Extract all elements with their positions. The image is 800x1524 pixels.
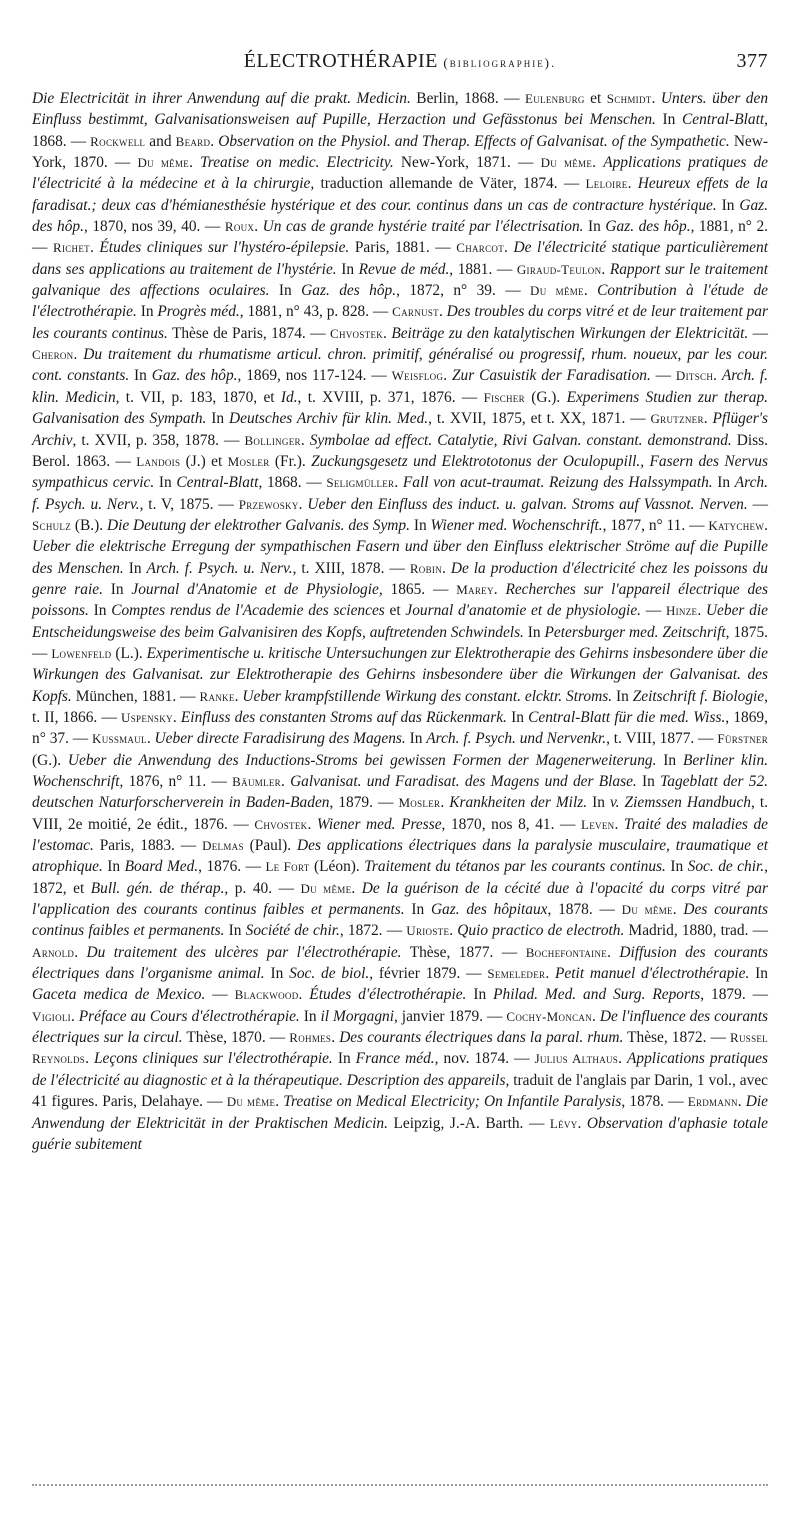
citation-title: Treatise on Medical Electricity; On Infantile Paralysis — [283, 1093, 622, 1111]
citation-title: De l'électricité statique particulièrement dans ses applications au traitement de l'hystérie. — [32, 239, 768, 278]
citation-text: In — [665, 858, 688, 876]
citation-text: Leipzig, J.-A. Barth. — — [387, 1114, 550, 1132]
citation-text: In — [716, 196, 740, 214]
citation-text: . — [697, 602, 706, 620]
citation-text: . — [210, 132, 219, 150]
citation-text: Thèse, 1872. — — [623, 1029, 730, 1047]
citation-title: Études d'électrothérapie. — [309, 986, 467, 1004]
citation-text: . — [300, 431, 310, 449]
citation-title: Traité des maladies de l'estomac. — [32, 815, 768, 855]
citation-title: Rapport sur le traitement galvanique des affections oculaires. — [32, 260, 768, 300]
book-page — [32, 50, 768, 1155]
author-name: Hinze — [665, 603, 698, 619]
author-name: Beard — [175, 133, 211, 149]
citation-title: Leçons cliniques sur l'électrothérapie. — [93, 1050, 333, 1068]
citation-text: , t. VIII, 2e moitié, 2e édit., 1876. — — [32, 794, 768, 833]
citation-text: — — [748, 324, 769, 342]
citation-title: Journal d'anatomie et de physiologie. — [405, 602, 642, 620]
citation-title: Petersburger med. Zeitschrift — [544, 623, 726, 641]
citation-text: , 1868. — — [258, 474, 327, 492]
citation-text: Thèse, 1870. — — [182, 1029, 290, 1047]
citation-title: Revue de méd. — [358, 260, 450, 278]
citation-title: Beiträge zu den katalytischen Wirkungen der Elektricität. — [391, 324, 749, 342]
citation-title: Experimentische u. kritische Untersuchungen zur Elektrotherapie des Gehirns insbesondere über die Wirkungen des Galvanisat. zur Elektrotherapie des Gehirns insbesondere über die Wirkungen der Galvanisat. des Kopfs. — [32, 644, 769, 705]
author-name: Lévy — [549, 1115, 578, 1131]
citation-title: Arch. f. Psych. u. Nerv. — [146, 559, 293, 577]
author-name: Landois — [136, 453, 181, 469]
citation-text: (L.). — [111, 644, 147, 662]
citation-text: , t. II, 1866. — — [32, 687, 768, 726]
citation-text: Thèse, 1877. — — [401, 943, 526, 961]
citation-text: . — [146, 730, 155, 748]
citation-text: — — [641, 602, 666, 620]
author-name: Chvostek — [329, 325, 384, 341]
citation-title: Progrès méd. — [157, 303, 240, 321]
citation-text: . — [601, 260, 610, 278]
author-name: Bollinger — [244, 432, 301, 448]
citation-title: Central-Blatt — [176, 474, 259, 492]
citation-text: Paris, 1883. — — [93, 837, 203, 855]
author-name: Erdmann — [687, 1094, 738, 1110]
citation-text: . — [672, 901, 684, 919]
citation-title: Ueber krampfstillende Wirkung des constant. elcktr. Stroms. — [242, 687, 613, 705]
citation-text: , t. XVII, 1875, et t. XX, 1871. — — [428, 410, 651, 428]
citation-title: Contribution à l'étude de l'électrothérapie. — [32, 282, 768, 321]
citation-title: Einfluss des constanten Stroms auf das Rückenmark. — [180, 708, 507, 726]
citation-title: Wiener med. Presse — [316, 815, 442, 833]
author-name: Marey — [456, 581, 494, 597]
citation-text: (G.). — [524, 388, 567, 406]
citation-title: Des troubles du corps vitré et de leur traitement par les courants continus. — [32, 303, 768, 342]
citation-text: . — [592, 1007, 600, 1025]
author-name: Fürstner — [717, 731, 769, 747]
citation-text: . — [70, 1007, 79, 1025]
author-name: Richet — [52, 240, 90, 256]
citation-title: Observation on the Physiol. and Therap. Effects of Galvanisat. of the Sympathetic. — [218, 132, 730, 150]
citation-text: . — [442, 559, 451, 577]
author-name: Du même — [621, 902, 673, 918]
citation-title: Traitement du tétanos par les courants continus. — [364, 858, 666, 876]
citation-text: New-York, 1870. — — [32, 132, 769, 172]
citation-title: v. Ziemssen Handbuch — [609, 794, 751, 812]
citation-text: (Fr.). — [269, 452, 312, 470]
citation-text: . — [545, 965, 556, 983]
citation-text: (J.) et — [180, 452, 228, 470]
author-name: Bochefontaine — [525, 944, 608, 960]
citation-text: . — [298, 986, 310, 1004]
citation-text: In — [404, 901, 431, 919]
citation-text: . — [737, 1093, 746, 1111]
citation-title: France méd. — [355, 1050, 435, 1068]
author-name: Grutzner — [650, 411, 704, 427]
citation-text: . — [764, 516, 768, 534]
citation-text: , 1881, n° 43, p. 828. — — [239, 303, 393, 321]
citation-title: Central-Blatt — [682, 111, 765, 129]
citation-text: , t. XIII, 1878. — — [292, 559, 410, 577]
citation-text: — — [650, 367, 676, 385]
author-name: Kussmaul — [92, 731, 147, 747]
citation-text: . — [504, 239, 514, 257]
author-name: Rohmes — [289, 1030, 332, 1046]
citation-title: Quio practico de electroth. — [457, 922, 625, 940]
author-name: Ditsch — [675, 368, 714, 384]
citation-text: In — [136, 303, 158, 321]
citation-text: . — [703, 410, 713, 428]
author-name: Cochy-Moncan — [506, 1008, 593, 1024]
citation-title: Applications pratiques de l'électricité au diagnostic et à la thérapeutique. Description des appareils, — [32, 1050, 768, 1089]
citation-title: Arch. f. Psych. u. Nerv. — [32, 474, 768, 513]
citation-title: Central-Blatt für die med. Wiss. — [528, 708, 726, 726]
author-name: Julius Althaus — [534, 1051, 619, 1067]
author-name: Bäumler — [232, 774, 281, 789]
citation-text: , 1878. — — [547, 901, 622, 919]
citation-title: Id. — [280, 388, 298, 406]
citation-text: In — [88, 602, 112, 620]
citation-text: . — [583, 282, 598, 300]
author-name: Robin — [409, 560, 442, 576]
citation-title: Des courants continus faibles et permanents. — [32, 901, 768, 940]
running-head — [32, 50, 768, 74]
author-name: Delmas — [202, 838, 244, 854]
citation-title: Préface au Cours d'électrothérapie. — [78, 1007, 300, 1025]
citation-text: In — [523, 623, 545, 641]
citation-text: , t. XVII, p. 358, 1878. — — [72, 431, 245, 449]
citation-title: Diffusion des courants électriques dans l'organisme animal. — [32, 943, 768, 983]
citation-text: , 1881. — — [449, 260, 517, 278]
author-name: Giraud-Teulon — [516, 261, 602, 277]
citation-text: . — [651, 90, 661, 107]
citation-text: — — [205, 986, 235, 1004]
citation-title: Des applications électriques dans la paralysie musculaire, traumatique et atrophique. — [32, 837, 768, 876]
citation-text: . — [577, 1114, 587, 1132]
citation-title: Krankheiten der Milz. — [449, 794, 588, 812]
author-name: Carnust — [392, 304, 439, 320]
citation-text: In — [224, 922, 246, 940]
citation-text: In — [206, 410, 230, 428]
citation-text: , 1876, n° 11. — — [119, 773, 233, 790]
citation-title: Journal d'Anatomie et de Physiologie — [131, 580, 379, 598]
author-name: Du même — [530, 283, 584, 299]
citation-text: In — [154, 474, 177, 492]
citation-text: (Léon). — [309, 858, 365, 876]
citation-title: Board Med. — [124, 858, 199, 876]
citation-title: Bull. gén. de thérap. — [90, 879, 225, 897]
citation-title: Gaz. des hôpitaux — [430, 901, 548, 919]
citation-title: Gaz. des hôp. — [605, 218, 691, 236]
citation-title: Études cliniques sur l'hystéro-épilepsie. — [99, 239, 350, 257]
author-name: Russel Reynolds — [32, 1030, 768, 1067]
citation-title: De l'influence des courants électriques sur la circul. — [32, 1007, 768, 1047]
author-name: Seligmüller — [326, 475, 395, 491]
citation-text: , 1870, nos 8, 41. — — [441, 815, 582, 833]
citation-text: . — [85, 1050, 94, 1068]
bibliography-paragraph — [32, 88, 768, 1155]
author-name: Fischer — [483, 389, 525, 405]
citation-text: In — [409, 516, 431, 534]
citation-title: Treatise on medic. Electricity. — [200, 154, 394, 172]
citation-text: In — [612, 687, 633, 705]
citation-text: . — [298, 495, 308, 513]
citation-text: . — [627, 175, 638, 193]
author-name: Przewosky — [238, 496, 299, 512]
chapter-subtitle: (bibliographie). — [443, 55, 557, 70]
author-name: Mosler — [398, 795, 441, 811]
footer-dotted-rule — [32, 1484, 768, 1486]
citation-text: , 1872, n° 39. — — [396, 282, 531, 300]
author-name: Du même — [540, 155, 593, 171]
author-name: Weisflog — [391, 368, 444, 384]
citation-title: De la guérison de la cécité due à l'opacité du corps vitré par l'application des courants continus faibles et permanents. — [32, 879, 768, 919]
author-name: Urioste — [406, 923, 450, 939]
citation-text: . — [307, 815, 317, 833]
citation-title: Zeitschrift f. Biologie — [632, 687, 765, 705]
citation-text: , 1878. — — [621, 1093, 688, 1111]
citation-text: . — [254, 218, 263, 236]
author-name: Du même — [300, 880, 352, 896]
citation-text: In — [749, 965, 768, 983]
citation-text: , 1881, n° 2. — — [32, 218, 769, 257]
citation-title: Deutsches Archiv für klin. Med. — [229, 410, 429, 428]
citation-title: Ueber die elektrische Erregung der sympathischen Fasern und über den Einfluss elektrischer Ströme auf die Pupille des Menschen. — [32, 538, 768, 577]
citation-text: , 1869, nos 117-124. — — [237, 367, 392, 385]
author-name: Rockwell — [90, 133, 146, 149]
author-name: Arnold — [32, 944, 75, 960]
citation-text: In — [506, 708, 529, 726]
page-number: 377 — [736, 50, 768, 72]
citation-title: Die Deutung der elektrother Galvanis. des Symp. — [106, 516, 410, 534]
citation-text: . — [438, 303, 447, 321]
citation-text: In — [336, 260, 359, 278]
citation-text: In — [405, 730, 427, 748]
citation-text: (G.). — [32, 751, 68, 769]
citation-text: Thèse de Paris, 1874. — — [167, 324, 330, 342]
citation-text: . — [74, 943, 87, 961]
citation-title: Comptes rendus de l'Academie des sciences — [111, 602, 385, 620]
author-name: Ranke — [199, 688, 235, 704]
author-name: Semeleder — [487, 966, 546, 982]
citation-title: Zur Casuistik der Faradisation. — [451, 367, 651, 385]
citation-text: , 1877, n° 11. — — [602, 516, 709, 534]
citation-title: Unters. über den Einfluss bestimmt, Galvanisationsweisen auf Pupille, Herzaction und Gefässtonus bei Menschen. — [32, 90, 769, 129]
citation-text: München, 1881. — — [71, 687, 200, 705]
citation-text: . — [89, 239, 100, 257]
citation-text: , nov. 1874. — — [434, 1050, 535, 1068]
citation-text: In — [655, 111, 683, 129]
citation-title: Ueber die Entscheidungsweise des beim Galvanisiren des Kopfs, auftretenden Schwindels. — [32, 602, 768, 641]
citation-text: , t. XVIII, p. 371, 1876. — — [297, 388, 484, 406]
running-title — [32, 50, 768, 73]
citation-text: Berlin, 1868. — — [410, 90, 526, 107]
citation-text: Diss. Berol. 1863. — — [32, 431, 768, 470]
citation-text: In — [636, 773, 661, 790]
citation-title: Gaz. des hôp. — [301, 282, 397, 300]
citation-text: . — [607, 943, 620, 961]
citation-text: In — [466, 986, 494, 1004]
citation-text: , 1879. — — [700, 986, 768, 1004]
citation-text: . — [275, 1093, 284, 1111]
citation-text: . — [713, 367, 722, 385]
author-name: Du même — [137, 155, 190, 171]
citation-title: De la production d'électricité chez les poissons du genre raie. — [32, 559, 768, 598]
citation-title: Un cas de grande hystérie traité par l'électrisation. — [262, 218, 584, 236]
citation-title: Die Electricität in ihrer Anwendung auf die prakt. Medicin. — [32, 90, 411, 107]
citation-text: , 1870, nos 39, 40. — — [83, 218, 225, 236]
author-name: Schulz — [32, 517, 72, 533]
author-name: Eulenburg — [525, 91, 585, 106]
citation-text: , 1868. — — [32, 111, 768, 150]
citation-text: , 1872, et — [32, 858, 768, 897]
citation-text: Madrid, 1880, trad. — — [624, 922, 768, 940]
citation-title: Arch. f. Psych. und Nervenkr. — [426, 730, 607, 748]
citation-title: Experimens Studien zur therap. Galvanisation des Sympath. — [32, 388, 768, 428]
citation-text: traduit de l'anglais par Darin, 1 vol., avec 41 figures. Paris, Delahaye. — — [32, 1071, 768, 1111]
citation-text: (B.). — [71, 516, 107, 534]
chapter-title: ÉLECTROTHÉRAPIE — [243, 50, 438, 72]
citation-text: traduction allemande de Väter, 1874. — — [314, 175, 586, 193]
citation-text: et — [384, 602, 406, 620]
citation-title: Zuckungsgesetz und Elektrototonus der Oculopupill., Fasern des Nervus sympathicus cervic. — [32, 452, 768, 492]
citation-text: , t. VII, p. 183, 1870, et — [115, 388, 281, 406]
citation-title: Ueber den Einfluss des induct. u. galvan. Stroms auf Vassnot. Nerven. — [307, 495, 748, 513]
citation-text: . — [493, 580, 506, 598]
citation-title: Philad. Med. and Surg. Reports — [493, 986, 701, 1004]
citation-text: In — [123, 559, 147, 577]
author-name: Leloire — [585, 176, 628, 192]
citation-text: . — [73, 346, 84, 364]
citation-text: . — [383, 324, 392, 342]
citation-text: , février 1879. — — [369, 965, 488, 983]
citation-text: , 1875. — — [32, 623, 768, 662]
citation-title: Société de chir. — [245, 922, 340, 940]
citation-text: , 1879. — — [329, 794, 399, 812]
author-name: Uspensky — [121, 709, 173, 725]
citation-title: Applications pratiques de l'électricité à la médecine et à la chirurgie, — [32, 154, 769, 193]
citation-text: . — [440, 794, 450, 812]
citation-title: Du traitement du rhumatisme articul. chron. primitif, généralisé ou progressif, rhum. noueux, par les cour. cont. constants. — [32, 346, 768, 385]
citation-text: New-York, 1871. — — [393, 154, 541, 172]
citation-text: In — [583, 218, 606, 236]
citation-text: — — [747, 495, 768, 513]
citation-text: In — [299, 1007, 321, 1025]
citation-text: . — [443, 367, 452, 385]
author-name: Vigioli — [32, 1008, 71, 1024]
author-name: Leven — [581, 816, 615, 832]
citation-text: In — [712, 474, 735, 492]
citation-title: Ueber die Anwendung des Inductions-Stroms bei gewissen Formen der Magenerweiterung. — [67, 751, 657, 769]
citation-text: . — [280, 773, 291, 790]
citation-text: , 1876. — — [198, 858, 266, 876]
citation-text: , t. VIII, 1877. — — [606, 730, 718, 748]
citation-title: Gaceta medica de Mexico. — [32, 986, 206, 1004]
citation-text: . — [614, 815, 624, 833]
citation-title: Berliner klin. Wochenschrift — [32, 751, 768, 790]
author-name: Schmidt — [606, 91, 652, 106]
citation-title: Recherches sur l'appareil électrique des poissons. — [32, 580, 768, 620]
citation-title: Symbolae ad effect. Catalytie, Rivi Galvan. constant. demonstrand. — [309, 431, 732, 449]
citation-text: . — [189, 154, 201, 172]
author-name: Lowenfeld — [51, 645, 112, 661]
citation-text: . — [449, 922, 458, 940]
citation-title: Du traitement des ulcères par l'électrothérapie. — [86, 943, 402, 961]
citation-text: In — [587, 794, 610, 812]
citation-text: , 1865. — — [378, 580, 457, 598]
citation-text: In — [656, 751, 683, 769]
author-name: Katychew — [708, 517, 765, 533]
citation-title: Die Anwendung der Elektricität in der Praktischen Medicin. — [32, 1093, 769, 1132]
citation-title: Des courants électriques dans la paral. rhum. — [339, 1029, 624, 1047]
citation-text: . — [592, 154, 604, 172]
citation-text: , t. V, 1875. — — [139, 495, 239, 513]
citation-title: Observation d'aphasie totale guérie subitement — [32, 1114, 768, 1153]
citation-text: , p. 40. — — [224, 879, 301, 897]
citation-text: In — [332, 1050, 356, 1068]
author-name: Chvostek — [254, 816, 308, 832]
author-name: Le Fort — [265, 859, 310, 875]
citation-title: Gaz. des hôp. — [151, 367, 238, 385]
author-name: Roux — [224, 219, 255, 235]
author-name: Blackwood — [234, 987, 299, 1003]
citation-text: In — [129, 367, 152, 385]
citation-title: Gaz. des hôp. — [32, 196, 768, 236]
citation-title: Wiener med. Wochenschrift. — [430, 516, 603, 534]
citation-text: . — [394, 474, 403, 492]
citation-text: . — [618, 1050, 628, 1068]
citation-text: , 1869, n° 37. — — [32, 708, 768, 748]
citation-text: . — [351, 879, 362, 897]
citation-title: Fall von acut-traumat. Reizung des Halssympath. — [402, 474, 713, 492]
citation-text: , 1872. — — [339, 922, 407, 940]
citation-text: . — [172, 708, 181, 726]
citation-text: (Paul). — [243, 837, 297, 855]
citation-text: . — [234, 687, 243, 705]
citation-text: . — [331, 1029, 340, 1047]
citation-text: In — [102, 858, 125, 876]
author-name: Mosler — [227, 453, 270, 469]
author-name: Cheron — [32, 347, 74, 363]
citation-title: Ueber directe Faradisirung des Magens. — [154, 730, 406, 748]
citation-text: and — [145, 132, 176, 150]
citation-text: , janvier 1879. — — [394, 1007, 507, 1025]
citation-text: et — [584, 90, 607, 107]
author-name: Charcot — [456, 240, 505, 256]
citation-title: Tageblatt der 52. deutschen Naturforscherverein in Baden-Baden — [32, 773, 768, 812]
author-name: Du même — [226, 1094, 276, 1110]
citation-title: Pflüger's Archiv — [32, 410, 768, 449]
citation-text: In — [102, 580, 132, 598]
citation-title: Soc. de chir. — [687, 858, 765, 876]
citation-text: Paris, 1881. — — [349, 239, 457, 257]
citation-title: Galvanisat. und Faradisat. des Magens und der Blase. — [290, 773, 637, 790]
citation-title: Heureux effets de la faradisat.; deux cas d'hémianesthésie hystérique et des cour. continus dans un cas de contracture hystérique. — [32, 175, 768, 214]
citation-title: Arch. f. klin. Medicin — [32, 367, 768, 406]
citation-title: Soc. de biol. — [289, 965, 370, 983]
citation-title: Petit manuel d'électrothérapie. — [555, 965, 750, 983]
citation-text: In — [264, 965, 290, 983]
citation-text: In — [269, 282, 302, 300]
citation-title: il Morgagni — [320, 1007, 394, 1025]
